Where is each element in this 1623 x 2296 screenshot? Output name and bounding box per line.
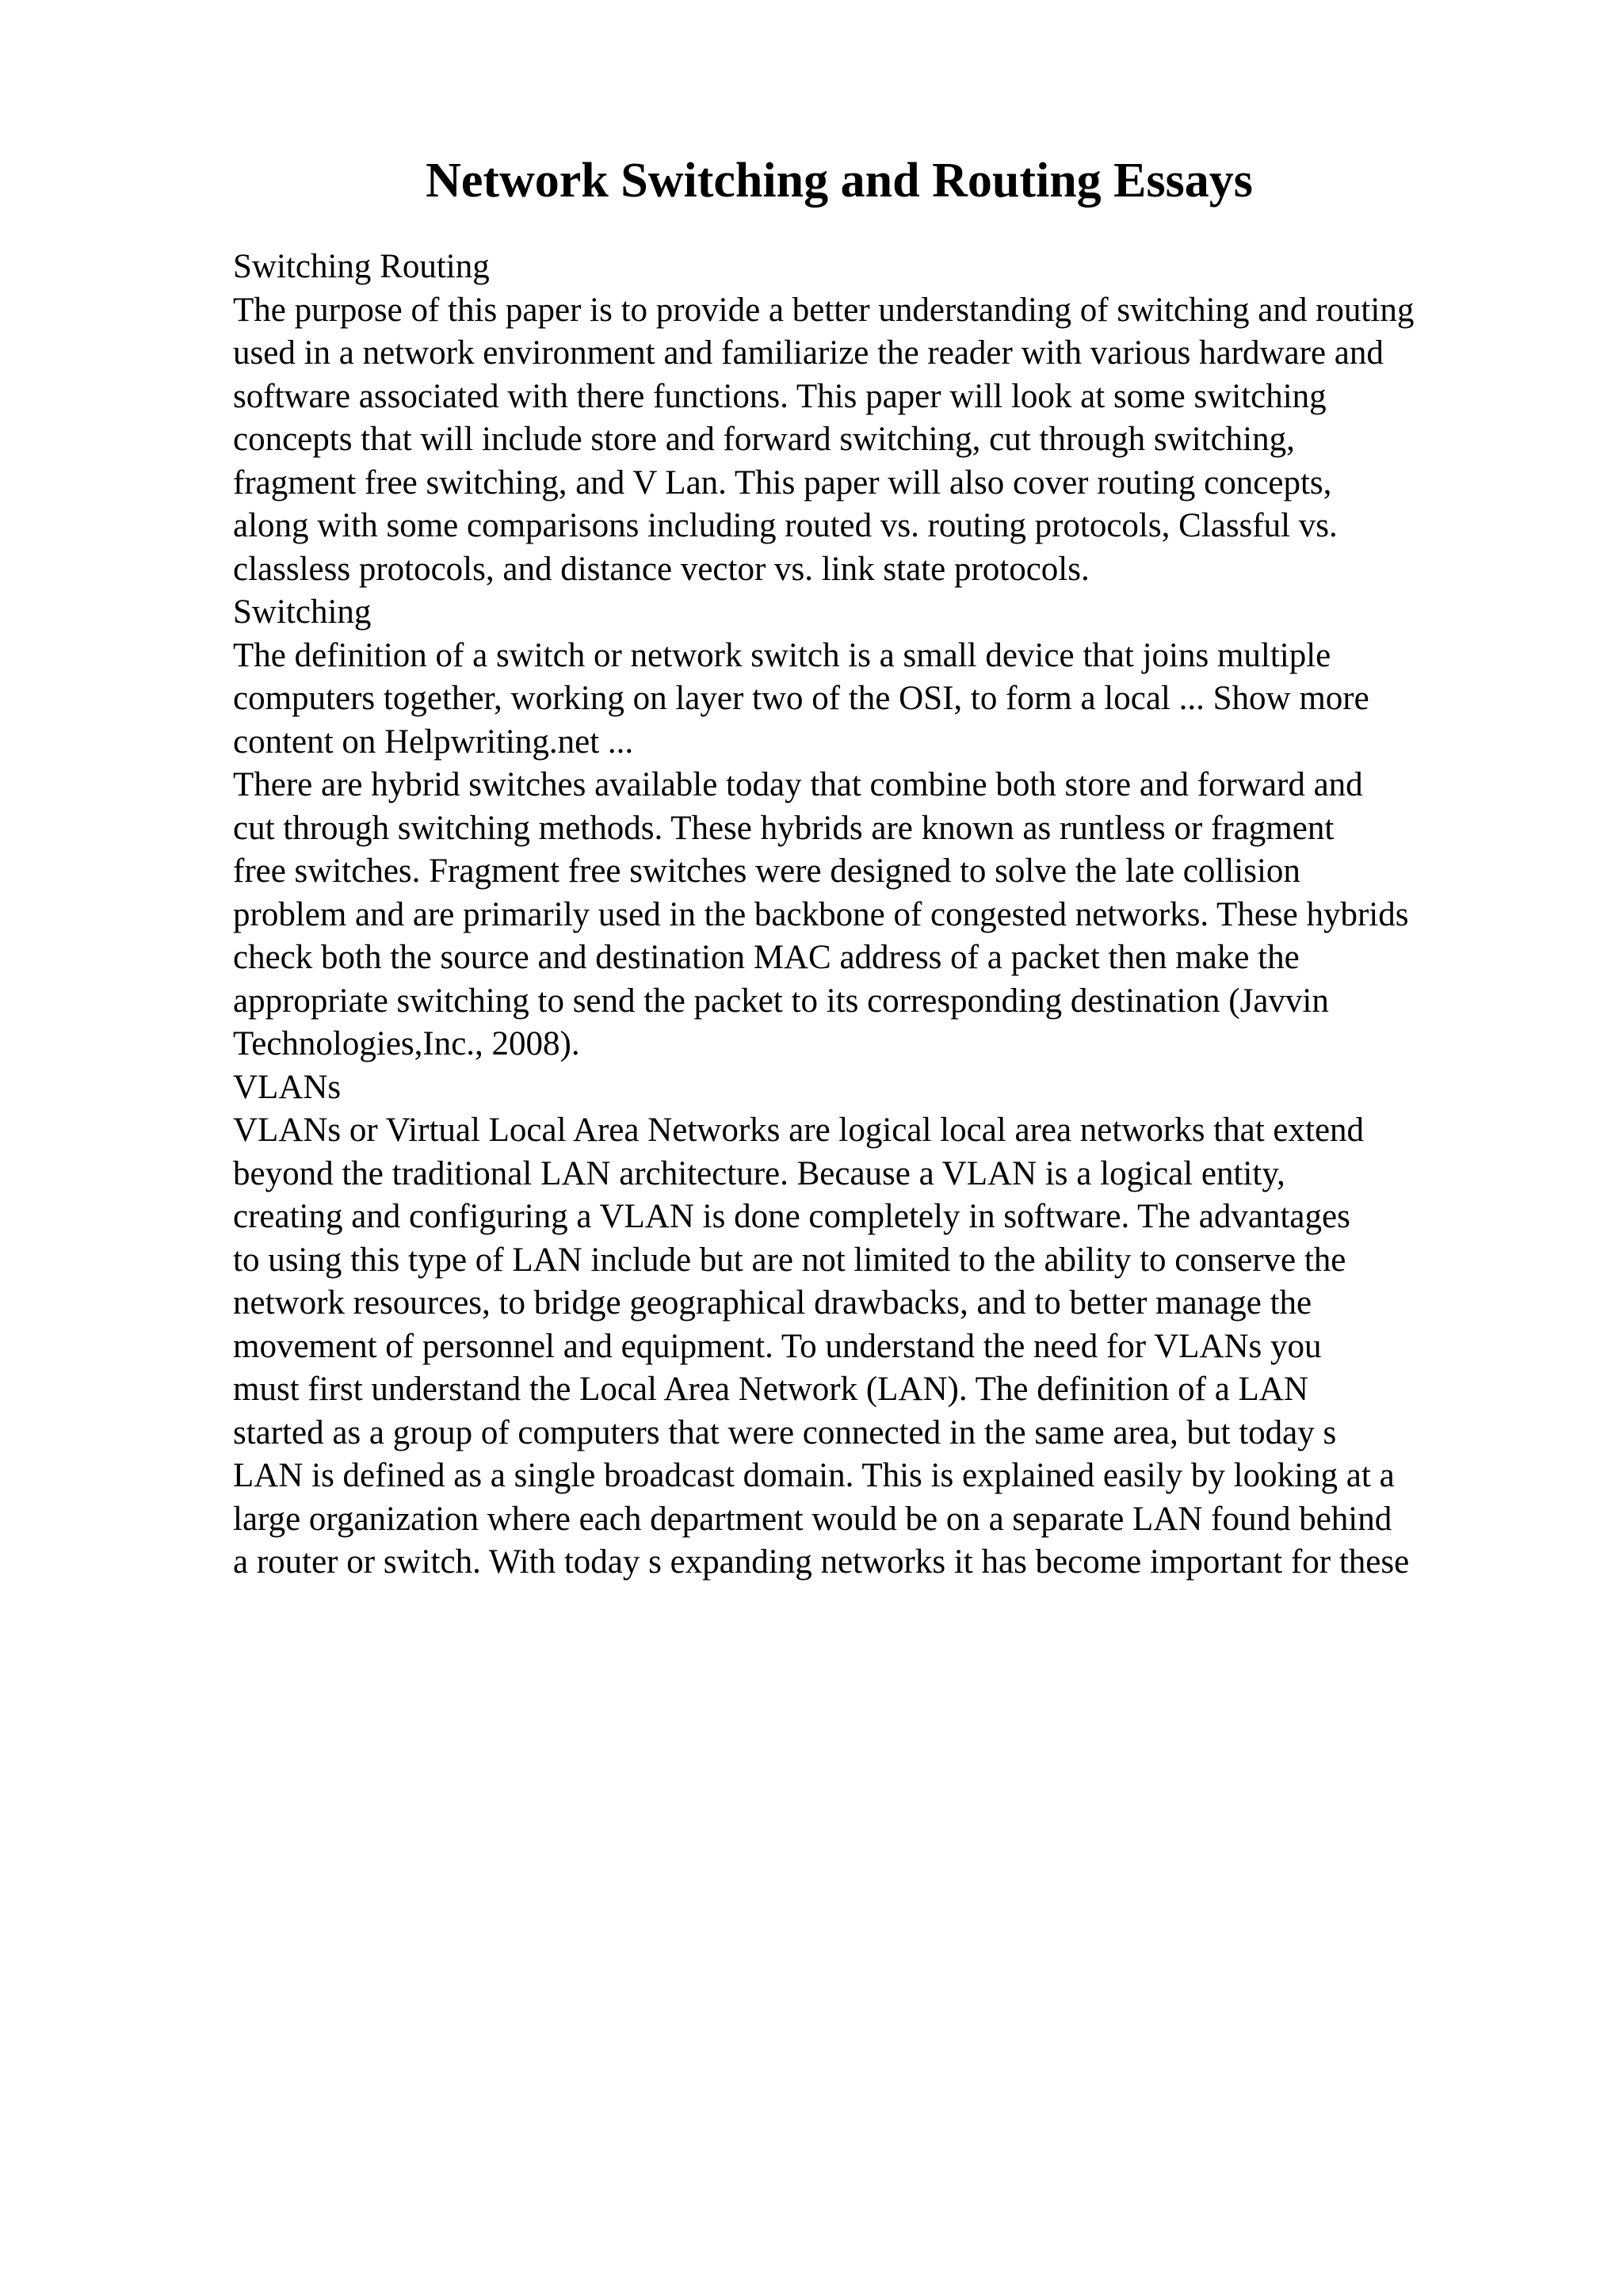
text-line: large organization where each department would be on a separate LAN found behind	[233, 1500, 1392, 1538]
text-line: LAN is defined as a single broadcast domain. This is explained easily by looking at a	[233, 1457, 1395, 1494]
text-line: VLANs	[233, 1068, 342, 1106]
text-line: free switches. Fragment free switches were designed to solve the late collision	[233, 852, 1300, 890]
text-line: There are hybrid switches available today that combine both store and forward and	[233, 766, 1363, 803]
text-line: to using this type of LAN include but are not limited to the ability to conserve the	[233, 1241, 1346, 1279]
text-line: Switching Routing	[233, 248, 490, 285]
document-body	[233, 246, 1533, 1585]
text-line: content on Helpwriting.net ...	[233, 723, 634, 761]
text-line: The purpose of this paper is to provide a better understanding of switching and routing	[233, 291, 1415, 329]
text-line: cut through switching methods. These hybrids are known as runtless or fragment	[233, 809, 1335, 847]
text-line: Switching	[233, 593, 372, 631]
text-line: concepts that will include store and forward switching, cut through switching,	[233, 421, 1295, 458]
text-line: software associated with there functions. This paper will look at some switching	[233, 377, 1327, 415]
text-line: started as a group of computers that were connected in the same area, but today s	[233, 1413, 1337, 1451]
text-line: creating and configuring a VLAN is done completely in software. The advantages	[233, 1198, 1350, 1235]
text-line: along with some comparisons including routed vs. routing protocols, Classful vs.	[233, 507, 1338, 544]
text-line: computers together, working on layer two of the OSI, to form a local ... Show more	[233, 680, 1369, 717]
text-line: network resources, to bridge geographical drawbacks, and to better manage the	[233, 1284, 1312, 1322]
text-line: appropriate switching to send the packet to its corresponding destination (Javvin	[233, 982, 1329, 1020]
text-line: must first understand the Local Area Network (LAN). The definition of a LAN	[233, 1371, 1308, 1408]
text-line: The definition of a switch or network switch is a small device that joins multiple	[233, 636, 1331, 674]
text-line: Technologies,Inc., 2008).	[233, 1025, 580, 1062]
text-line: movement of personnel and equipment. To understand the need for VLANs you	[233, 1327, 1322, 1365]
text-line: check both the source and destination MAC address of a packet then make the	[233, 939, 1300, 976]
text-line: a router or switch. With today s expanding networks it has become important for these	[233, 1543, 1410, 1581]
text-line: classless protocols, and distance vector vs. link state protocols.	[233, 550, 1090, 588]
document-title: Network Switching and Routing Essays	[426, 154, 1253, 208]
text-line: fragment free switching, and V Lan. This paper will also cover routing concepts,	[233, 463, 1332, 502]
text-line: problem and are primarily used in the backbone of congested networks. These hybrids	[233, 895, 1409, 933]
text-line: used in a network environment and familiarize the reader with various hardware and	[233, 334, 1384, 372]
text-line: VLANs or Virtual Local Area Networks are logical local area networks that extend	[233, 1112, 1365, 1149]
text-line: beyond the traditional LAN architecture. Because a VLAN is a logical entity,	[233, 1154, 1285, 1192]
